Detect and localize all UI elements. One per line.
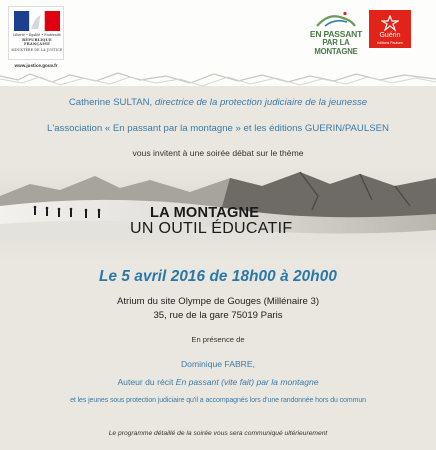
partner-logo-line2: PAR LA MONTAGNE (314, 38, 358, 56)
host-role: directrice de la protection judiciaire de la jeunesse (154, 97, 368, 108)
torn-paper-edge (0, 64, 436, 94)
title-line2: UN OUTIL ÉDUCATIF (130, 220, 293, 237)
host-line (0, 97, 436, 108)
youth-line: et les jeunes sous protection judiciaire qu'il a accompagnés lors d'une randonnée hors du commun (70, 397, 366, 404)
ministry-republic: RÉPUBLIQUE FRANÇAISE (22, 38, 52, 46)
guest-author-line (0, 377, 436, 387)
publisher-name: Guérin (379, 32, 401, 39)
title-line1: LA MONTAGNE (150, 205, 260, 221)
ministry-url[interactable]: www.justice.gouv.fr (14, 63, 58, 68)
association-line: L'association « En passant par la montagne » et les éditions GUERIN/PAULSEN (47, 123, 389, 134)
ministry-logo (8, 6, 64, 60)
marianne-flag-icon (14, 11, 60, 31)
event-address: 35, rue de la gare 75019 Paris (153, 310, 283, 321)
event-place: Atrium du site Olympe de Gouges (Millénaire 3) (116, 296, 320, 307)
guest-name: Dominique FABRE, (180, 359, 256, 369)
partner-logo (303, 8, 369, 54)
mountain-logo-icon (315, 10, 357, 28)
ministry-name: MINISTÈRE DE LA JUSTICE (11, 48, 63, 52)
guests-intro: En présence de (191, 335, 245, 344)
author-prefix: Auteur du récit (117, 377, 176, 387)
program-note: Le programme détaillé de la soirée vous sera communiqué ultérieurement (108, 430, 328, 437)
ministry-devise: Liberté • Égalité • Fraternité (13, 33, 61, 37)
host-name: Catherine SULTAN, (68, 97, 153, 108)
invite-line: vous invitent à une soirée débat sur le thème (132, 148, 304, 158)
guerin-star-icon (381, 15, 399, 31)
publisher-sub: éditions Paulsen (377, 41, 403, 45)
event-date: Le 5 avril 2016 de 18h00 à 20h00 (99, 268, 337, 285)
partner-logo-line1: EN PASSANT (309, 29, 363, 39)
publisher-logo (369, 10, 411, 48)
book-title: En passant (vite fait) par la montagne (175, 377, 319, 387)
